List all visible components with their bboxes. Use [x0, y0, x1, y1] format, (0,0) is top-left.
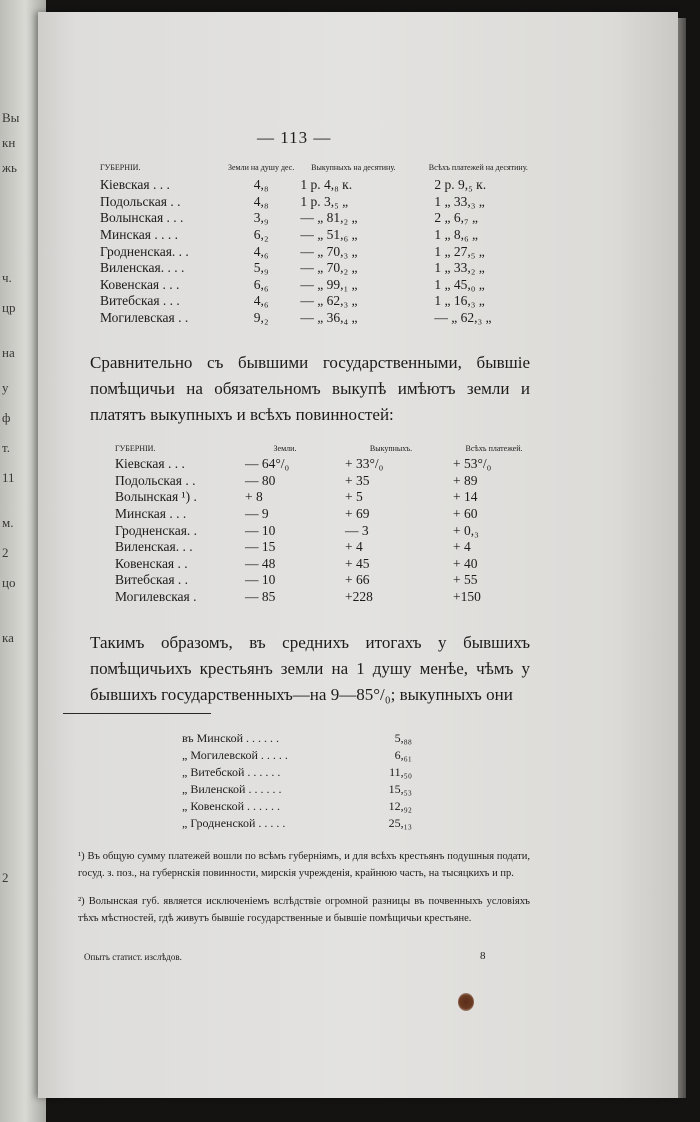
table-row: [115, 473, 543, 490]
table-row: [115, 539, 543, 556]
value-cell: 1 „ 33,₃ „: [434, 193, 485, 209]
value-cell: 1 р. 4,₈ к.: [300, 177, 353, 193]
value-cell: — „ 99,₁ „: [300, 276, 358, 292]
table-row: [100, 293, 544, 310]
left-page-text-fragment: ф: [2, 410, 11, 425]
left-page-text-fragment: м.: [2, 515, 14, 530]
province-name: Минская . . . .: [100, 227, 179, 243]
value-cell: 4,₆: [253, 293, 269, 309]
column-header: Выкупныхъ на десятину.: [311, 163, 396, 172]
value-cell: — 48: [245, 555, 276, 571]
value-cell: + 60: [453, 506, 478, 522]
table-provinces-land-payments: [100, 163, 544, 326]
value-cell: 3,₉: [253, 210, 269, 226]
value-cell: — „ 70,₃ „: [300, 243, 358, 259]
province-name: „ Витебской . . . . . .: [182, 765, 281, 779]
province-name: Ковенская . .: [115, 555, 188, 571]
value-cell: 5,₈₈: [394, 731, 412, 745]
value-cell: 25,₁₃: [388, 816, 412, 830]
province-name: Могилевская .: [115, 589, 197, 605]
value-cell: + 4: [345, 539, 363, 555]
sheet-mark: 8: [480, 950, 486, 962]
table-row: [182, 815, 412, 832]
value-cell: — 3: [345, 522, 369, 538]
paragraph-comparison: Сравнительно съ бывшими государственными, бывшіе помѣщичьи на обязательномъ выкупѣ имѣютъ земли и платятъ выкупныхъ и всѣхъ повинностей:: [90, 353, 530, 424]
table-row: [115, 506, 543, 523]
table-footnote-values: [182, 730, 412, 832]
printer-signature: Опытъ статист. изслѣдов.: [84, 952, 182, 962]
value-cell: 1 „ 8,₆ „: [434, 227, 479, 243]
value-cell: — 9: [245, 506, 269, 522]
table-row: [182, 781, 412, 798]
value-cell: — „ 51,₆ „: [300, 227, 358, 243]
province-name: Могилевская . .: [100, 310, 189, 326]
value-cell: + 45: [345, 555, 370, 571]
table-row: [100, 194, 544, 211]
table-header-row: [100, 163, 544, 177]
left-page-text-fragment: цр: [2, 300, 16, 315]
province-name: Кіевская . . .: [100, 177, 170, 193]
value-cell: — „ 62,₃ „: [300, 293, 358, 309]
value-cell: — 64°/₀: [245, 456, 290, 472]
value-cell: + 4: [453, 539, 471, 555]
table-row: [100, 310, 544, 327]
table-row: [115, 456, 543, 473]
table-row: [115, 589, 543, 606]
table-row: [100, 210, 544, 227]
value-cell: + 40: [453, 555, 478, 571]
value-cell: + 89: [453, 472, 478, 488]
province-name: Виленская. . . .: [100, 260, 185, 276]
value-cell: — „ 62,₃ „: [434, 310, 492, 326]
value-cell: — „ 70,₂ „: [300, 260, 358, 276]
value-cell: — 80: [245, 472, 276, 488]
value-cell: + 33°/₀: [345, 456, 384, 472]
table-row: [100, 277, 544, 294]
value-cell: + 14: [453, 489, 478, 505]
value-cell: + 69: [345, 506, 370, 522]
left-page-text-fragment: жь: [2, 160, 17, 175]
value-cell: — 10: [245, 522, 276, 538]
province-name: въ Минской . . . . . .: [182, 731, 280, 745]
province-name: Гродненская. . .: [100, 243, 189, 259]
value-cell: 6,₂: [253, 227, 269, 243]
table-row: [182, 730, 412, 747]
value-cell: 4,₈: [253, 193, 269, 209]
province-name: „ Гродненской . . . . .: [182, 816, 286, 830]
table-percent-differences: [115, 444, 543, 605]
province-name: Ковенская . . .: [100, 276, 180, 292]
left-page-text-fragment: 2: [2, 545, 9, 560]
province-name: Волынская ¹) .: [115, 489, 197, 505]
value-cell: 1 „ 33,₂ „: [434, 260, 485, 276]
value-cell: + 55: [453, 572, 478, 588]
province-name: Витебская . .: [115, 572, 189, 588]
table-row: [100, 260, 544, 277]
value-cell: 2 „ 6,₇ „: [434, 210, 479, 226]
column-header: ГУБЕРНІИ.: [115, 444, 156, 453]
left-page-text-fragment: кн: [2, 135, 16, 150]
table-row: [100, 177, 544, 194]
province-name: Волынская . . .: [100, 210, 184, 226]
value-cell: 1 „ 27,₅ „: [434, 243, 485, 259]
province-name: „ Виленской . . . . . .: [182, 782, 282, 796]
table-row: [182, 764, 412, 781]
value-cell: 6,₆₁: [394, 748, 412, 762]
value-cell: +150: [453, 589, 481, 605]
value-cell: 4,₈: [253, 177, 269, 193]
ink-stain: [458, 993, 474, 1011]
province-name: Минская . . .: [115, 506, 187, 522]
table-row: [115, 489, 543, 506]
table-row: [182, 798, 412, 815]
column-header: Выкупныхъ.: [369, 444, 413, 453]
table-row: [100, 243, 544, 260]
value-cell: — „ 81,₂ „: [300, 210, 358, 226]
left-page-text-fragment: 2: [2, 870, 9, 885]
left-page-text-fragment: Вы: [2, 110, 20, 125]
value-cell: + 0,₃: [453, 522, 479, 538]
column-header: ГУБЕРНІИ.: [100, 163, 141, 172]
value-cell: 15,₅₃: [388, 782, 412, 796]
footnote-2: ²) Волынская губ. является исключеніемъ вслѣдствіе огромной разницы въ почвенныхъ условіяхъ тѣхъ мѣстностей, гдѣ живутъ бывшіе государственные и бывшіе помѣщичьи крестьяне.: [78, 896, 530, 924]
table-header-row: [115, 444, 543, 456]
province-name: Подольская . .: [100, 193, 181, 209]
column-header: Земли.: [273, 444, 297, 453]
value-cell: + 66: [345, 572, 370, 588]
value-cell: + 53°/₀: [453, 456, 492, 472]
value-cell: 1 „ 45,₀ „: [434, 276, 485, 292]
province-name: Кіевская . . .: [115, 456, 185, 472]
province-name: Гродненская. .: [115, 522, 198, 538]
province-name: Подольская . .: [115, 472, 196, 488]
paragraph-summary: Такимъ образомъ, въ среднихъ итогахъ у бывшихъ помѣщичьихъ крестьянъ земли на 1 душу менѣе, чѣмъ у бывшихъ государственныхъ—на 9—85°/₀; выкупныхъ они: [90, 633, 530, 704]
footnote-divider: [63, 713, 211, 714]
value-cell: 1 „ 16,₃ „: [434, 293, 485, 309]
value-cell: — „ 36,₄ „: [300, 310, 358, 326]
value-cell: — 15: [245, 539, 276, 555]
value-cell: 4,₆: [253, 243, 269, 259]
column-header: Всѣхъ платежей на десятину.: [428, 163, 528, 172]
left-page-text-fragment: 11: [2, 470, 15, 485]
value-cell: + 8: [245, 489, 263, 505]
table-row: [182, 747, 412, 764]
value-cell: 9,₂: [253, 310, 269, 326]
column-header: Земли на душу дес.: [228, 163, 295, 172]
table-row: [115, 556, 543, 573]
province-name: Витебская . . .: [100, 293, 180, 309]
value-cell: 11,₅₀: [389, 765, 412, 779]
left-page-text-fragment: цо: [2, 575, 16, 590]
table-row: [115, 522, 543, 539]
table-row: [100, 227, 544, 244]
left-page-text-fragment: на: [2, 345, 15, 360]
left-page-text-fragment: т.: [2, 440, 10, 455]
column-header: Всѣхъ платежей.: [465, 444, 523, 453]
value-cell: 6,₆: [253, 276, 269, 292]
value-cell: — 10: [245, 572, 276, 588]
value-cell: — 85: [245, 589, 276, 605]
province-name: „ Ковенской . . . . . .: [182, 799, 281, 813]
value-cell: + 35: [345, 472, 370, 488]
left-page-text-fragment: ка: [2, 630, 14, 645]
footnote-1: ¹) Въ общую сумму платежей вошли по всѣмъ губерніямъ, и для всѣхъ крестьянъ подушныя подати, госуд. з. поз., на губернскія повинности, мирскія учрежденія, крайнюю часть, на тысяцкихъ и пр.: [78, 851, 530, 879]
left-page-text-fragment: ч.: [2, 270, 12, 285]
value-cell: 1 р. 3,₅ „: [300, 193, 349, 209]
table-row: [115, 572, 543, 589]
province-name: „ Могилевской . . . . .: [182, 748, 288, 762]
left-page-text-fragment: у: [2, 380, 9, 395]
value-cell: +228: [345, 589, 373, 605]
value-cell: + 5: [345, 489, 363, 505]
province-name: Виленская. . .: [115, 539, 193, 555]
value-cell: 12,₉₂: [388, 799, 412, 813]
page-number: — 113 —: [257, 128, 332, 147]
value-cell: 2 р. 9,₅ к.: [434, 177, 487, 193]
value-cell: 5,₉: [253, 260, 269, 276]
